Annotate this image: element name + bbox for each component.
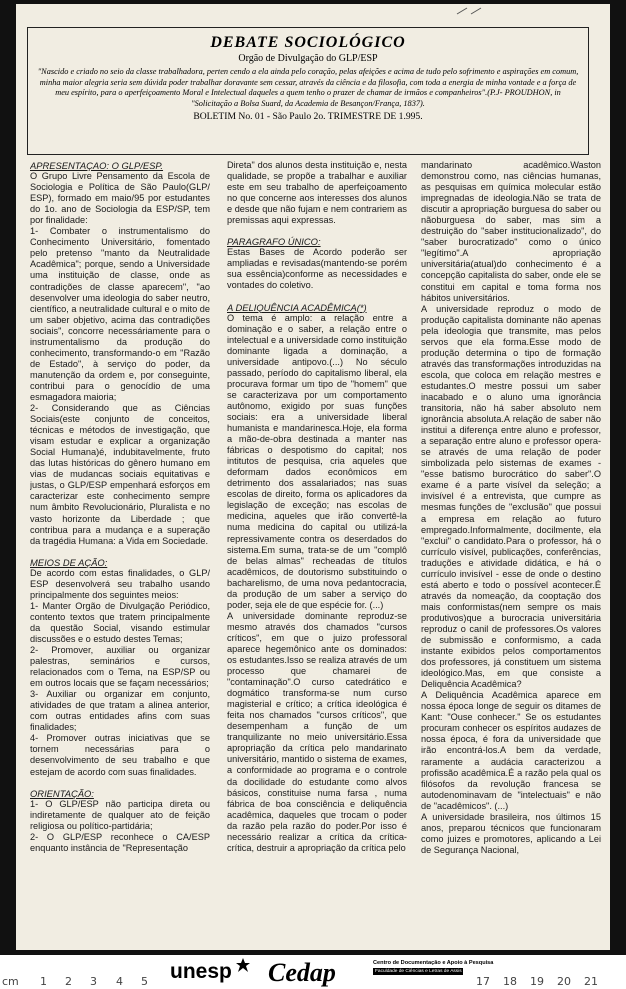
newspaper-title: DEBATE SOCIOLÓGICO [210,34,406,51]
column-3 [421,160,601,945]
bulletin-info: BOLETIM No. 01 - São Paulo 2o. TRIMESTRE DE 1.995. [193,111,423,123]
paragraph: A universidade dominante reproduz-se mesmo através dos chamados "cursos críticos", em que o juizo professoral aparece hegemônico ante os dominados: os estudantes.Isso se realiza através de um processo que chamarei de "contaminação".O curso catedrático e dogmático transforma-se num curso magisterial e crítico; a crítica ideológica é feita nos chamados "cursos críticos", que desempenham a função de um tranquilizante no meio universitário.Essa apropriação da crítica pelo mandarinato universitário, mantido o sistema de exames, a conformidade ao programa e o controle da docilidade do estudante como alvos básicos, constituise numa farsa , numa fábrica de boa consciência e deliquência acadêmica, daqueles que trocam o poder da razão pela razão do poder.Por isso é necessário realizar a crítica da crítica-crítica, destruir a apropriação da crítica pelo [227,610,407,853]
heading-meios-de-acao: MEIOS DE AÇÃO: [30,556,108,568]
paragraph: mandarinato acadêmico.Waston demonstrou como, nas ciências humanas, as pesquisas em química molecular estão impregnadas de ideologia.Não se trata de discutir a apropriação burguesa do saber ou nãoburguesa do saber, mas sim a destruição do "saber institucionalizado", do "saber burocratizado" como o único "legítimo".A apropriação universitária(atual)do conhecimento é a concepção capitalista do saber, onde ele se constitui em capital e toma forma nos hábitos universitários. [421,160,601,303]
paragraph: Estas Bases de Acordo poderão ser ampliadas e revisadas(mantendo-se porém sua essência)conforme as necessidades e vontades do coletivo. [227,247,407,291]
paragraph: A Deliquência Acadêmica aparece em nossa época longe de seguir os ditames de Kant: "Ouse conhecer." Se os estudantes procuram conhecer os espíritos audazes de nossa época, é fora da universidade que irão encontrá-los.A bem da verdade, raramente a audácia caracterizou a profissão acadêmica.É a razão pela qual os filósofos da revolução francesa se autodenominavam de "intelectuais" e não de "acadêmicos". (...) [421,690,601,811]
ruler-tick: 19 [530,975,544,988]
paragraph: 2- O GLP/ESP reconhece o CA/ESP enquanto instância de "Representação [30,831,210,853]
cedap-logo: Cedap [268,958,336,987]
ruler-tick: 17 [476,975,490,988]
column-1 [30,160,210,945]
heading-orientacao: ORIENTAÇÃO: [30,787,94,799]
ruler-tick: 1 [40,975,47,988]
ruler-tick: 20 [557,975,571,988]
cedap-line-2: Faculdade de Ciências e Letras de Assis [375,969,462,974]
ruler-unit: cm [2,975,19,988]
newspaper-subtitle: Orgão de Divulgação do GLP/ESP [238,53,378,64]
paragraph: 1- Manter Orgão de Divulgação Periódico, contento textos que tratem principalmente da questão Social, visando estimular discussões e o estudo destes Temas; [30,600,210,644]
heading-apresentacao: APRESENTAÇAO: O GLP/ESP. [30,160,164,171]
paragraph: 1- Combater o instrumentalismo do Conhecimento Universitário, fomentado pelo pretenso "manto da Neutralidade Acadêmica"; porque, sendo a Universidade uma instituição de classe, onde as contradições de classe aparecem", "ao desenvolver uma ideologia do saber neutro, científico, a neutralidade cultural e o mito de um saber objetivo, acima das contradições sociais", concorre necessáriamente para o instrumentalismo da produção do conhecimento, transformando-o em "Razão de Estado", à serviço do poder, da manutenção da ordem e, por conseguinte, contribui para o genocídio de uma esmagadora maioria; [30,226,210,402]
ruler-tick: 4 [116,975,123,988]
unesp-logo: unesp [170,960,232,983]
paragraph: A universidade reproduz o modo de produção capitalista dominante não apenas pela ideologia que transmite, mas pelos servos que ela forma.Esse modo de produção determina o tipo de formação através das transformações introduzidas na escola, que coloca em relação mestres e estudantes.O mestre possui um saber inacabado e o aluno uma ignorância transitoria, não há saber absoluto nem ignorância absoluta.A relação de saber não institui a diferença entre aluno e professor, a separação entre aluno e professor opera-se através de uma relação de poder simbolizada pelo sistemas de exames - "esse batismo burocrático do saber".O exame é a parte visível da seleção; a invisível é a entrevista, que cumpre as mesmas funções de "exclusão" que possui a empresa em relação ao futuro empregado.Informalmente, docilmente, ela "exclui" o candidato.Para o professor, há o currículo visível, publicações, conferências, traduções e atividade didática, e há o currículo invisível - esse de onde o destino está aberto e todo o possível acontecer.É através da nomeação, da cooptação dos mais conformistas(nem sempre os mais produtivos)que a burocracia universitária reproduz o canil de professores.Os valores de submissão e conformismo, a cada instante exibidos pelos comportamentos dos professores, já constituem um sistema ideológico.Mas, em que consiste a Deliquência Acadêmica? [421,303,601,690]
unesp-star-icon [236,958,250,972]
paragraph: 1- O GLP/ESP não participa direta ou indiretamente de qualquer ato de feição religiosa ou político-partidária; [30,798,210,831]
paragraph: 4- Promover outras iniciativas que se tornem necessárias para o desenvolvimento de seu trabalho e que estejam de acordo com suas finalidades. [30,733,210,777]
paragraph: 3- Auxiliar ou organizar em conjunto, atividades de que tratam a alinea anterior, com outras entidades afins com suas finalidades; [30,689,210,733]
ruler-tick: 2 [65,975,72,988]
paragraph: 2- Promover, auxiliar ou organizar palestras, seminários e cursos, relacionados com o Tema, na ESP/SP ou em outros locais que se façam necessários; [30,645,210,689]
column-2 [227,160,407,945]
paragraph: 2- Considerando que as Ciências Sociais(este conjunto de conceitos, técnicas e métodos de investigação, que visam estudar e explicar a organização Social Humana)é, indubitavelmente, fruto das lutas históricas do gênero humano em vias de mudancas sociais equitativas e justas, o GLP/ESP empenhará esforços em caracterizar este conhecimento sempre num âmbito Revolucionário, Pluralista e no vasto horizonte da Liberdade ; que contribua para a mudança e a superação da tragédia Humana: a Vida em Sociedade. [30,403,210,546]
paragraph: De acordo com estas finalidades, o GLP/ ESP desenvolverá seu trabalho usando principalmente dos seguintes meios: [30,567,210,600]
heading-paragrafo-unico: PARAGRAFO ÚNICO: [227,236,321,248]
ruler-tick: 21 [584,975,598,988]
ruler-tick: 3 [90,975,97,988]
corner-mark-icon [455,6,491,16]
masthead [27,27,589,155]
paragraph: O Grupo Livre Pensamento da Escola de Sociologia e Política de São Paulo(GLP/ ESP), formado em maio/95 por estudantes do 1o. ano de Sociologia da ESP/SP, tem por finalidade: [30,171,210,226]
paragraph: O tema é amplo: a relação entre a dominação e o saber, a relação entre o intelectual e a universidade como instituição dominante ligada a dominação, a universidade antipovo.(...) No século passado, período do capitalismo liberal, ela procurava formar um tipo de "homem" que se caracterizava por um comportamento autônomo, exigido por suas funções sociais: era a universidade liberal humanista e mandarinesca.Hoje, ela forma a mão-de-obra destinada a manter nas fábricas o despotismo do capital; nos intitutos de pesquisa, cria aqueles que deformam dados econômicos em detrimento dos assalariados; nas suas escolas de direito, forma os aplicadores da legislação de exceção; nas escolas de medicina, aqueles que irão convertê-la numa medicina do capital ou utilizá-la repressivamente contra os deserdados do sistema.Em suma, trata-se de um "complô de belas almas" recheadas de títulos acadêmicos, de doutorismo substituindo o bacharelismo, de uma nova pedantocracia, da produção de um saber a serviço do poder, seja ele de que espécie for. (...) [227,312,407,610]
cedap-line-1: Centro de Documentação e Apoio à Pesquisa [373,960,494,966]
paragraph: A universidade brasileira, nos últimos 15 anos, preparou técnicos que funcionaram como juizes e promotores, aplicando a Lei de Segurança Nacional, [421,811,601,855]
proudhon-quote: "Nascido e criado no seio da classe trabalhadora, perten cendo a ela ainda pelo coração, pelas afeições e acima de tudo pelo sofrimento e aspirações em comum, minha maior alegria seria sem dúvida poder trabalhar doravante sem cessar, através da ciência e da filosofia, com toda a energia de minha vontade e a força de meu espírito, para o aperfeiçoamento Moral e Intelectual daqueles a quem tenho o prazer de chamar de irmãos e companheiros".(P.J- PROUDHON, in "Solicitação a Bolsa Suard, da Academia de Besançon/França, 1837). [37,67,579,108]
ruler-tick: 5 [141,975,148,988]
paragraph: Direta" dos alunos desta instituição e, nesta qualidade, se propõe a trabalhar e auxiliar este em seu trabalho de aperfeiçoamento no que concerne aos interesses dos alunos e desde que não fujam e nem contrariem as premissas aqui expressas. [227,160,407,226]
ruler-tick: 18 [503,975,517,988]
heading-deliquencia-academica: A DELIQUÊNCIA ACADÊMICA(*) [227,301,367,313]
